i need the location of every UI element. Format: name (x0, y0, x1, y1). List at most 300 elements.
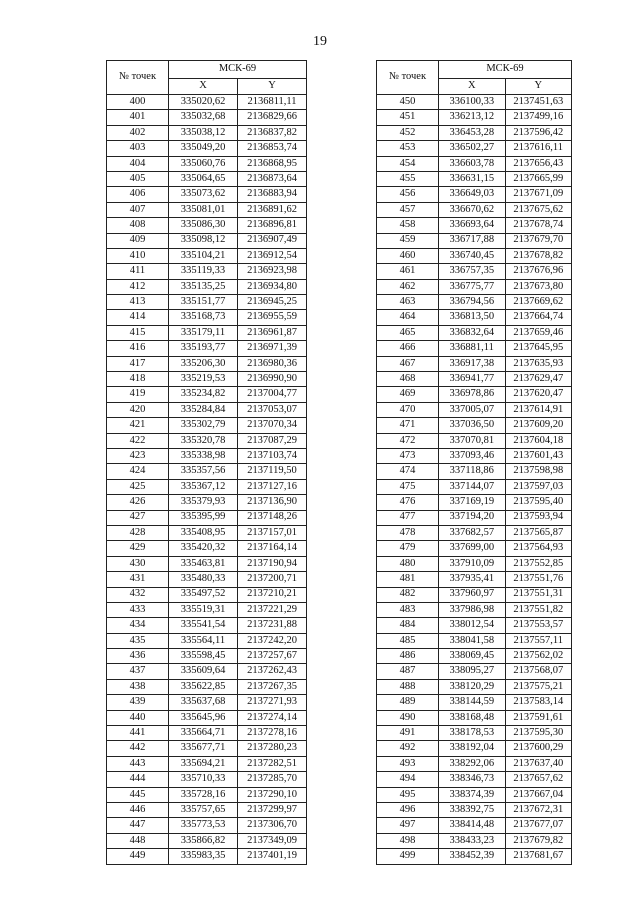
y-coordinate-cell: 2137499,16 (505, 110, 572, 125)
y-coordinate-cell: 2136955,59 (238, 310, 307, 325)
y-coordinate-cell: 2137053,07 (238, 402, 307, 417)
table-row (377, 849, 572, 864)
y-coordinate-cell: 2137645,95 (505, 341, 572, 356)
coordinate-system-header: МСК-69 (169, 61, 307, 79)
y-coordinate-cell: 2137678,82 (505, 248, 572, 263)
table-row (377, 402, 572, 417)
y-coordinate-cell: 2136907,49 (238, 233, 307, 248)
y-coordinate-cell: 2137637,40 (505, 756, 572, 771)
table-row (377, 295, 572, 310)
point-number-cell: 498 (377, 833, 439, 848)
table-row (107, 125, 307, 140)
table-row (107, 448, 307, 463)
point-number-cell: 461 (377, 264, 439, 279)
point-number-cell: 474 (377, 464, 439, 479)
point-number-cell: 457 (377, 202, 439, 217)
point-number-cell: 407 (107, 202, 169, 217)
table-row (377, 710, 572, 725)
y-coordinate-cell: 2137190,94 (238, 556, 307, 571)
x-coordinate-cell: 338414,48 (439, 818, 506, 833)
table-row (377, 726, 572, 741)
x-coordinate-cell: 337169,19 (439, 495, 506, 510)
point-number-cell: 405 (107, 171, 169, 186)
y-coordinate-cell: 2137551,31 (505, 587, 572, 602)
x-coordinate-cell: 335379,93 (169, 495, 238, 510)
point-number-cell: 473 (377, 448, 439, 463)
y-coordinate-cell: 2137568,07 (505, 664, 572, 679)
x-coordinate-cell: 335302,79 (169, 418, 238, 433)
table-row (377, 695, 572, 710)
x-coordinate-cell: 335983,35 (169, 849, 238, 864)
table-row (107, 802, 307, 817)
x-coordinate-cell: 337036,50 (439, 418, 506, 433)
x-coordinate-cell: 337699,00 (439, 541, 506, 556)
point-number-cell: 451 (377, 110, 439, 125)
table-row (377, 479, 572, 494)
x-coordinate-cell: 335179,11 (169, 325, 238, 340)
table-row (107, 141, 307, 156)
point-number-cell: 419 (107, 387, 169, 402)
point-number-cell: 420 (107, 402, 169, 417)
table-row (377, 141, 572, 156)
x-coordinate-cell: 338346,73 (439, 772, 506, 787)
point-number-cell: 427 (107, 510, 169, 525)
x-coordinate-cell: 336631,15 (439, 171, 506, 186)
x-coordinate-cell: 336649,03 (439, 187, 506, 202)
point-number-cell: 422 (107, 433, 169, 448)
point-number-cell: 479 (377, 541, 439, 556)
y-coordinate-cell: 2137200,71 (238, 572, 307, 587)
table-row (377, 633, 572, 648)
table-row (377, 202, 572, 217)
y-coordinate-cell: 2137282,51 (238, 756, 307, 771)
point-number-cell: 495 (377, 787, 439, 802)
x-coordinate-cell: 337960,97 (439, 587, 506, 602)
x-coordinate-cell: 335408,95 (169, 525, 238, 540)
point-number-cell: 489 (377, 695, 439, 710)
table-row (377, 125, 572, 140)
y-coordinate-cell: 2137552,85 (505, 556, 572, 571)
table-row (377, 325, 572, 340)
table-row (377, 556, 572, 571)
y-coordinate-cell: 2136868,95 (238, 156, 307, 171)
point-number-cell: 475 (377, 479, 439, 494)
y-coordinate-cell: 2137285,70 (238, 772, 307, 787)
x-coordinate-cell: 337118,86 (439, 464, 506, 479)
y-coordinate-cell: 2137657,62 (505, 772, 572, 787)
point-number-cell: 439 (107, 695, 169, 710)
x-coordinate-cell: 336881,11 (439, 341, 506, 356)
y-coordinate-cell: 2137667,04 (505, 787, 572, 802)
y-coordinate-cell: 2137551,82 (505, 602, 572, 617)
table-row (107, 341, 307, 356)
table-row (377, 156, 572, 171)
y-coordinate-cell: 2137280,23 (238, 741, 307, 756)
coordinates-table-right (376, 60, 572, 865)
table-row (377, 464, 572, 479)
y-coordinate-cell: 2137616,11 (505, 141, 572, 156)
y-coordinate-cell: 2136891,62 (238, 202, 307, 217)
y-coordinate-cell: 2137595,30 (505, 726, 572, 741)
x-coordinate-cell: 335234,82 (169, 387, 238, 402)
y-coordinate-cell: 2137669,62 (505, 295, 572, 310)
y-coordinate-cell: 2137210,21 (238, 587, 307, 602)
point-number-cell: 444 (107, 772, 169, 787)
point-number-cell: 425 (107, 479, 169, 494)
point-number-cell: 488 (377, 679, 439, 694)
x-coordinate-cell: 335645,96 (169, 710, 238, 725)
x-coordinate-cell: 336978,86 (439, 387, 506, 402)
table-row (107, 310, 307, 325)
y-coordinate-cell: 2137306,70 (238, 818, 307, 833)
table-row (107, 525, 307, 540)
y-coordinate-cell: 2137583,14 (505, 695, 572, 710)
table-row (107, 741, 307, 756)
point-number-cell: 452 (377, 125, 439, 140)
point-number-cell: 455 (377, 171, 439, 186)
table-row (107, 464, 307, 479)
table-row (107, 556, 307, 571)
table-row (377, 248, 572, 263)
y-coordinate-cell: 2137676,96 (505, 264, 572, 279)
x-coordinate-cell: 337005,07 (439, 402, 506, 417)
y-coordinate-cell: 2137595,40 (505, 495, 572, 510)
x-coordinate-cell: 335168,73 (169, 310, 238, 325)
y-coordinate-cell: 2136811,11 (238, 95, 307, 110)
y-coordinate-cell: 2137591,61 (505, 710, 572, 725)
y-coordinate-cell: 2137267,35 (238, 679, 307, 694)
y-coordinate-cell: 2137604,18 (505, 433, 572, 448)
point-number-cell: 433 (107, 602, 169, 617)
x-coordinate-cell: 337144,07 (439, 479, 506, 494)
x-coordinate-cell: 335206,30 (169, 356, 238, 371)
x-coordinate-cell: 335728,16 (169, 787, 238, 802)
point-number-cell: 465 (377, 325, 439, 340)
table-row (107, 248, 307, 263)
point-number-cell: 468 (377, 372, 439, 387)
y-coordinate-cell: 2137119,50 (238, 464, 307, 479)
y-coordinate-cell: 2137600,29 (505, 741, 572, 756)
point-number-cell: 485 (377, 633, 439, 648)
point-number-cell: 401 (107, 110, 169, 125)
point-number-cell: 443 (107, 756, 169, 771)
table-row (377, 171, 572, 186)
x-coordinate-cell: 335064,65 (169, 171, 238, 186)
table-row (107, 541, 307, 556)
table-row (107, 356, 307, 371)
y-coordinate-cell: 2136829,66 (238, 110, 307, 125)
x-coordinate-cell: 336757,35 (439, 264, 506, 279)
point-number-cell: 477 (377, 510, 439, 525)
y-coordinate-cell: 2137671,09 (505, 187, 572, 202)
x-coordinate-cell: 335086,30 (169, 218, 238, 233)
y-coordinate-cell: 2137675,62 (505, 202, 572, 217)
table-row (377, 310, 572, 325)
table-row (107, 387, 307, 402)
y-coordinate-cell: 2136945,25 (238, 295, 307, 310)
point-number-cell: 423 (107, 448, 169, 463)
x-coordinate-cell: 338069,45 (439, 649, 506, 664)
y-coordinate-cell: 2137221,29 (238, 602, 307, 617)
y-coordinate-cell: 2137070,34 (238, 418, 307, 433)
table-row (107, 418, 307, 433)
y-coordinate-cell: 2137553,57 (505, 618, 572, 633)
x-coordinate-cell: 335609,64 (169, 664, 238, 679)
x-coordinate-cell: 336832,64 (439, 325, 506, 340)
table-row (107, 233, 307, 248)
point-number-header: № точек (107, 61, 169, 95)
x-coordinate-cell: 338433,23 (439, 833, 506, 848)
y-coordinate-cell: 2137349,09 (238, 833, 307, 848)
table-row (107, 325, 307, 340)
x-coordinate-cell: 338144,59 (439, 695, 506, 710)
point-number-cell: 442 (107, 741, 169, 756)
y-coordinate-cell: 2136912,54 (238, 248, 307, 263)
point-number-cell: 456 (377, 187, 439, 202)
y-coordinate-cell: 2137562,02 (505, 649, 572, 664)
x-coordinate-cell: 335564,11 (169, 633, 238, 648)
table-row (377, 510, 572, 525)
y-coordinate-cell: 2137299,97 (238, 802, 307, 817)
x-coordinate-cell: 335866,82 (169, 833, 238, 848)
point-number-cell: 493 (377, 756, 439, 771)
point-number-cell: 430 (107, 556, 169, 571)
y-coordinate-cell: 2137401,19 (238, 849, 307, 864)
table-row (377, 110, 572, 125)
y-coordinate-cell: 2137679,70 (505, 233, 572, 248)
point-number-cell: 438 (107, 679, 169, 694)
y-coordinate-cell: 2136980,36 (238, 356, 307, 371)
y-coordinate-cell: 2136837,82 (238, 125, 307, 140)
point-number-cell: 450 (377, 95, 439, 110)
point-number-cell: 449 (107, 849, 169, 864)
table-row (377, 664, 572, 679)
y-coordinate-cell: 2137087,29 (238, 433, 307, 448)
point-number-cell: 496 (377, 802, 439, 817)
x-coordinate-cell: 335151,77 (169, 295, 238, 310)
table-row (107, 295, 307, 310)
x-coordinate-cell: 338012,54 (439, 618, 506, 633)
x-header: X (439, 79, 506, 95)
x-coordinate-cell: 335664,71 (169, 726, 238, 741)
point-number-cell: 491 (377, 726, 439, 741)
y-coordinate-cell: 2137656,43 (505, 156, 572, 171)
table-row (107, 495, 307, 510)
point-number-cell: 413 (107, 295, 169, 310)
y-coordinate-cell: 2137664,74 (505, 310, 572, 325)
table-row (377, 387, 572, 402)
point-number-cell: 472 (377, 433, 439, 448)
point-number-cell: 458 (377, 218, 439, 233)
coordinate-system-header: МСК-69 (439, 61, 572, 79)
point-number-cell: 476 (377, 495, 439, 510)
x-coordinate-cell: 336941,77 (439, 372, 506, 387)
y-coordinate-cell: 2137257,67 (238, 649, 307, 664)
y-coordinate-cell: 2137274,14 (238, 710, 307, 725)
point-number-cell: 441 (107, 726, 169, 741)
point-number-cell: 484 (377, 618, 439, 633)
y-coordinate-cell: 2137290,10 (238, 787, 307, 802)
y-coordinate-cell: 2137665,99 (505, 171, 572, 186)
table-row (377, 618, 572, 633)
x-coordinate-cell: 335104,21 (169, 248, 238, 263)
point-number-cell: 417 (107, 356, 169, 371)
coordinates-table-left (106, 60, 307, 865)
x-coordinate-cell: 335038,12 (169, 125, 238, 140)
point-number-cell: 469 (377, 387, 439, 402)
x-coordinate-cell: 335622,85 (169, 679, 238, 694)
y-coordinate-cell: 2137673,80 (505, 279, 572, 294)
y-coordinate-cell: 2137659,46 (505, 325, 572, 340)
x-coordinate-cell: 337070,81 (439, 433, 506, 448)
point-number-cell: 467 (377, 356, 439, 371)
table-row (377, 418, 572, 433)
x-coordinate-cell: 335320,78 (169, 433, 238, 448)
y-coordinate-cell: 2137681,67 (505, 849, 572, 864)
table-row (377, 833, 572, 848)
x-coordinate-cell: 337935,41 (439, 572, 506, 587)
y-coordinate-cell: 2137103,74 (238, 448, 307, 463)
table-row (377, 818, 572, 833)
y-coordinate-cell: 2137551,76 (505, 572, 572, 587)
point-number-cell: 416 (107, 341, 169, 356)
table-row (107, 695, 307, 710)
y-coordinate-cell: 2137593,94 (505, 510, 572, 525)
point-number-cell: 462 (377, 279, 439, 294)
x-coordinate-cell: 338374,39 (439, 787, 506, 802)
y-coordinate-cell: 2137597,03 (505, 479, 572, 494)
point-number-cell: 482 (377, 587, 439, 602)
point-number-cell: 409 (107, 233, 169, 248)
point-number-cell: 402 (107, 125, 169, 140)
x-coordinate-cell: 335135,25 (169, 279, 238, 294)
x-coordinate-cell: 336100,33 (439, 95, 506, 110)
x-coordinate-cell: 338192,04 (439, 741, 506, 756)
point-number-cell: 428 (107, 525, 169, 540)
x-coordinate-cell: 335098,12 (169, 233, 238, 248)
y-coordinate-cell: 2137677,07 (505, 818, 572, 833)
y-header: Y (505, 79, 572, 95)
x-coordinate-cell: 336693,64 (439, 218, 506, 233)
table-row (107, 572, 307, 587)
table-row (107, 433, 307, 448)
x-coordinate-cell: 335637,68 (169, 695, 238, 710)
table-row (107, 95, 307, 110)
table-row (107, 664, 307, 679)
point-number-cell: 466 (377, 341, 439, 356)
y-coordinate-cell: 2137609,20 (505, 418, 572, 433)
x-coordinate-cell: 336670,62 (439, 202, 506, 217)
y-coordinate-cell: 2137635,93 (505, 356, 572, 371)
table-row (107, 156, 307, 171)
point-number-cell: 410 (107, 248, 169, 263)
point-number-cell: 460 (377, 248, 439, 263)
x-coordinate-cell: 336794,56 (439, 295, 506, 310)
y-coordinate-cell: 2137629,47 (505, 372, 572, 387)
x-coordinate-cell: 335060,76 (169, 156, 238, 171)
table-row (377, 279, 572, 294)
x-coordinate-cell: 337910,09 (439, 556, 506, 571)
x-coordinate-cell: 335338,98 (169, 448, 238, 463)
x-coordinate-cell: 338292,06 (439, 756, 506, 771)
x-coordinate-cell: 335219,53 (169, 372, 238, 387)
point-number-cell: 415 (107, 325, 169, 340)
table-row (377, 741, 572, 756)
point-number-cell: 481 (377, 572, 439, 587)
x-coordinate-cell: 338041,58 (439, 633, 506, 648)
x-coordinate-cell: 335357,56 (169, 464, 238, 479)
table-row (107, 587, 307, 602)
x-coordinate-cell: 335694,21 (169, 756, 238, 771)
point-number-cell: 445 (107, 787, 169, 802)
point-number-cell: 448 (107, 833, 169, 848)
point-number-cell: 478 (377, 525, 439, 540)
x-coordinate-cell: 335677,71 (169, 741, 238, 756)
x-coordinate-cell: 336813,50 (439, 310, 506, 325)
table-row (107, 187, 307, 202)
x-coordinate-cell: 335367,12 (169, 479, 238, 494)
table-row (107, 710, 307, 725)
y-coordinate-cell: 2136961,87 (238, 325, 307, 340)
x-coordinate-cell: 335480,33 (169, 572, 238, 587)
point-number-cell: 412 (107, 279, 169, 294)
table-row (107, 402, 307, 417)
table-row (377, 541, 572, 556)
point-number-cell: 418 (107, 372, 169, 387)
table-row (377, 218, 572, 233)
x-coordinate-cell: 338178,53 (439, 726, 506, 741)
x-coordinate-cell: 336453,28 (439, 125, 506, 140)
x-coordinate-cell: 335049,20 (169, 141, 238, 156)
y-coordinate-cell: 2137678,74 (505, 218, 572, 233)
y-coordinate-cell: 2136853,74 (238, 141, 307, 156)
table-row (107, 849, 307, 864)
point-number-cell: 453 (377, 141, 439, 156)
y-coordinate-cell: 2137157,01 (238, 525, 307, 540)
x-coordinate-cell: 336717,88 (439, 233, 506, 248)
x-coordinate-cell: 335119,33 (169, 264, 238, 279)
table-row (377, 356, 572, 371)
table-row (377, 787, 572, 802)
point-number-cell: 435 (107, 633, 169, 648)
table-row (377, 433, 572, 448)
point-number-cell: 464 (377, 310, 439, 325)
point-number-cell: 447 (107, 818, 169, 833)
y-header: Y (238, 79, 307, 95)
x-coordinate-cell: 335598,45 (169, 649, 238, 664)
point-number-cell: 421 (107, 418, 169, 433)
x-coordinate-cell: 335710,33 (169, 772, 238, 787)
table-row (377, 495, 572, 510)
table-row (377, 187, 572, 202)
y-coordinate-cell: 2137564,93 (505, 541, 572, 556)
point-number-cell: 486 (377, 649, 439, 664)
table-row (107, 818, 307, 833)
table-row (107, 633, 307, 648)
x-coordinate-cell: 335773,53 (169, 818, 238, 833)
point-number-cell: 454 (377, 156, 439, 171)
y-coordinate-cell: 2136923,98 (238, 264, 307, 279)
x-coordinate-cell: 335463,81 (169, 556, 238, 571)
x-coordinate-cell: 335420,32 (169, 541, 238, 556)
point-number-cell: 429 (107, 541, 169, 556)
y-coordinate-cell: 2137575,21 (505, 679, 572, 694)
x-coordinate-cell: 335032,68 (169, 110, 238, 125)
table-row (377, 679, 572, 694)
table-row (107, 772, 307, 787)
x-coordinate-cell: 337682,57 (439, 525, 506, 540)
x-coordinate-cell: 335284,84 (169, 402, 238, 417)
